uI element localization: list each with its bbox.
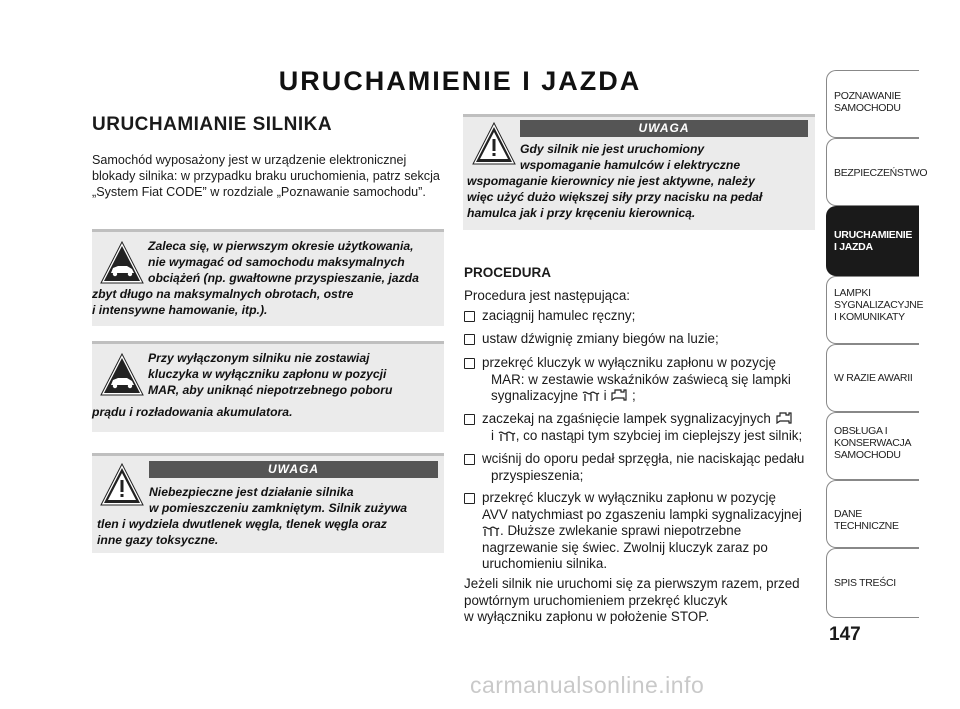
engine-check-icon <box>775 411 793 425</box>
warning-line: Niebezpieczne jest działanie silnika <box>149 485 354 499</box>
procedure-intro: Procedura jest następująca: <box>464 288 630 303</box>
tab-label: SYGNALIZACYJNE <box>834 299 924 311</box>
step-text: zaczekaj na zgaśnięcie lampek sygnalizacyjnych <box>482 411 771 426</box>
tab-label: I JAZDA <box>834 241 873 253</box>
tab-lampki-sygnalizacyjne[interactable] <box>826 276 924 344</box>
uwaga-label: UWAGA <box>149 461 438 478</box>
warning-line: Gdy silnik nie jest uruchomiony <box>520 142 705 156</box>
step-text: i <box>603 388 607 403</box>
tab-uruchamienie-i-jazda[interactable] <box>826 206 919 276</box>
warning-line: w pomieszczeniu zamkniętym. Silnik zużywa <box>149 501 408 515</box>
closing-line: powtórnym uruchomieniem przekręć kluczyk <box>464 592 728 608</box>
step-text: przekręć kluczyk w wyłączniku zapłonu w pozycję <box>482 355 776 370</box>
tab-poznawanie-samochodu[interactable] <box>826 70 919 138</box>
car-note-icon <box>99 240 145 286</box>
step-text: ; <box>632 388 636 403</box>
step-text: ustaw dźwignię zmiany biegów na luzie; <box>482 331 719 346</box>
intro-paragraph <box>92 152 444 200</box>
note-box-2 <box>92 344 444 432</box>
warning-line: tlen i wydziela dwutlenek węgla, tlenek węgla oraz <box>97 517 387 531</box>
tab-label: SAMOCHODU <box>834 449 901 461</box>
checkbox-bullet-icon <box>464 493 475 504</box>
step-text: przyspieszenia; <box>491 467 584 483</box>
glow-plug-icon <box>582 390 600 402</box>
section-title: URUCHAMIANIE SILNIKA <box>92 114 333 135</box>
step-text: , co nastąpi tym szybciej im cieplejszy jest silnik; <box>515 427 803 443</box>
checkbox-bullet-icon <box>464 311 475 322</box>
engine-check-icon <box>610 388 628 402</box>
warning-line: inne gazy toksyczne. <box>97 533 219 547</box>
checkbox-bullet-icon <box>464 358 475 369</box>
tab-label: BEZPIECZEŃSTWO <box>834 167 928 179</box>
note-line: prądu i rozładowania akumulatora. <box>92 405 293 419</box>
tab-dane-techniczne[interactable] <box>826 480 919 548</box>
note-line: kluczyka w wyłączniku zapłonu w pozycji <box>148 367 387 381</box>
step-text: MAR: w zestawie wskaźników zaświecą się lampki <box>491 371 791 387</box>
glow-plug-icon <box>482 525 500 537</box>
tab-label: OBSŁUGA I <box>834 425 888 437</box>
warning-triangle-icon <box>471 121 517 167</box>
step-text: sygnalizacyjne <box>491 388 579 403</box>
checkbox-bullet-icon <box>464 334 475 345</box>
note-line: nie wymagać od samochodu maksymalnych <box>148 255 405 269</box>
note-line: obciążeń (np. gwałtowne przyspieszanie, jazda <box>148 271 419 285</box>
warning-line: hamulca jak i przy kręceniu kierownicą. <box>467 206 696 220</box>
step-text: i <box>491 427 494 443</box>
tab-label: SAMOCHODU <box>834 102 901 114</box>
note-line: MAR, aby uniknąć niepotrzebnego poboru <box>148 383 393 397</box>
step-text: nagrzewanie się świec. Zwolnij kluczyk zaraz po <box>482 539 768 555</box>
list-item <box>464 490 814 573</box>
step-text: zaciągnij hamulec ręczny; <box>482 308 636 323</box>
list-item <box>464 331 814 348</box>
closing-line: w wyłączniku zapłonu w położenie STOP. <box>464 609 710 624</box>
tab-label: KONSERWACJA <box>834 437 912 449</box>
tab-bezpieczenstwo[interactable] <box>826 138 928 206</box>
step-text: wciśnij do oporu pedał sprzęgła, nie naciskając pedału <box>482 451 805 466</box>
step-text: przekręć kluczyk w wyłączniku zapłonu w pozycję <box>482 490 776 505</box>
tab-obsluga-i-konserwacja[interactable] <box>826 412 919 480</box>
step-text: AVV natychmiast po zgaszeniu lampki sygnalizacyjnej <box>482 506 802 522</box>
procedure-closing <box>464 576 814 626</box>
tab-label: W RAZIE AWARII <box>834 372 913 384</box>
closing-line: Jeżeli silnik nie uruchomi się za pierwszym razem, przed <box>464 576 800 591</box>
car-note-icon <box>99 352 145 398</box>
warning-line: więc użyć dużo większej siły przy nacisku na pedał <box>467 190 763 204</box>
intro-line: „System Fiat CODE” w rozdziale „Poznawanie samochodu”. <box>92 185 426 199</box>
procedure-title: PROCEDURA <box>464 265 552 280</box>
list-item <box>464 308 814 325</box>
step-text: . Dłuższe zwlekanie sprawi niepotrzebne <box>500 523 742 538</box>
checkbox-bullet-icon <box>464 454 475 465</box>
tab-w-razie-awarii[interactable] <box>826 344 919 412</box>
tab-spis-tresci[interactable] <box>826 548 919 618</box>
warning-box-1 <box>92 456 444 553</box>
watermark: carmanualsonline.info <box>470 672 705 698</box>
tab-label: I KOMUNIKATY <box>834 311 905 323</box>
uwaga-label: UWAGA <box>520 120 808 137</box>
list-item <box>464 411 814 444</box>
intro-line: blokady silnika: w przypadku braku uruchomienia, patrz sekcja <box>92 169 440 183</box>
tab-label: SPIS TREŚCI <box>834 577 896 589</box>
warning-triangle-icon <box>99 462 145 508</box>
checkbox-bullet-icon <box>464 414 475 425</box>
intro-line: Samochód wyposażony jest w urządzenie elektronicznej <box>92 153 407 167</box>
note-line: Przy wyłączonym silniku nie zostawiaj <box>148 351 370 365</box>
note-line: i intensywne hamowanie, itp.). <box>92 303 268 317</box>
tab-label: URUCHAMIENIE <box>834 229 913 241</box>
note-line: Zaleca się, w pierwszym okresie użytkowania, <box>148 239 414 253</box>
list-item <box>464 451 814 484</box>
tab-label: POZNAWANIE <box>834 90 901 102</box>
list-item <box>464 355 814 405</box>
warning-box-2 <box>463 117 815 230</box>
page-title: URUCHAMIENIE I JAZDA <box>278 66 642 96</box>
step-text: uruchomieniu silnika. <box>482 556 608 571</box>
warning-line: wspomaganie hamulców i elektryczne <box>520 158 741 172</box>
page-number: 147 <box>829 624 861 645</box>
note-box-1 <box>92 232 444 326</box>
warning-line: wspomaganie kierownicy nie jest aktywne, należy <box>467 174 755 188</box>
tab-label: DANE TECHNICZNE <box>834 508 899 532</box>
glow-plug-icon <box>498 430 516 442</box>
tab-label: LAMPKI <box>834 287 871 299</box>
note-line: zbyt długo na maksymalnych obrotach, ostre <box>92 287 354 301</box>
